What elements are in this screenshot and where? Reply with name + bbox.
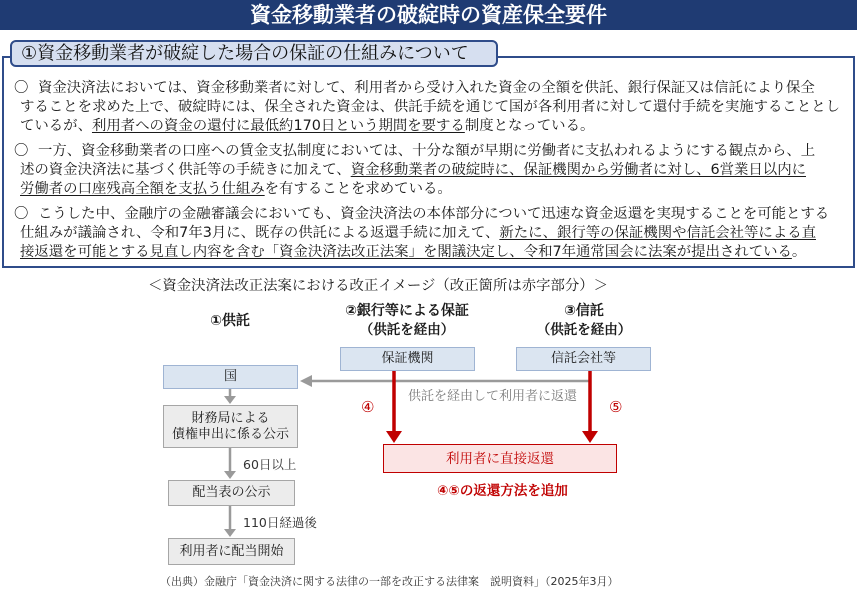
text-segment: 一方、資金移動業者の口座への賃金支払制度においては、十分な額が早期に労働者に支払われるようにする観点から、上 [38,143,816,159]
node-label-line-1: 財務局による [191,410,270,426]
column-subheading-trust: （供託を経由） [536,322,632,338]
text-segment: 資金決済法においては、資金移動業者に対して、利用者から受け入れた資金の全額を供託、銀行保証又は信託により保全 [38,80,815,96]
node-label-line-2: 債権申出に係る公示 [171,426,289,442]
title-bar [0,0,857,30]
step-110-days-label: 110日経過後 [243,515,317,530]
node-trust-company [516,347,651,371]
bullet-2-line-2 [20,161,806,180]
text-segment: 制度となっている。 [464,118,595,134]
bullet-3-line-1 [38,205,829,224]
text-segment: 仕組みが議論され、令和7年3月に、既存の供託による返還手続に加えて、 [20,225,500,241]
slide-title: 資金移動業者の破綻時の資産保全要件 [250,3,607,27]
bullet-marker: 〇 [14,143,29,159]
underlined-text: 労働者の口座残高全額を支払う仕組み [20,181,265,197]
node-state [163,365,298,389]
trust-direct-return-arrow [582,371,598,443]
bullet-2-line-1 [38,142,815,161]
column-heading-bank-guarantee: ②銀行等による保証 [345,303,469,319]
via-deposit-arrow [300,375,590,387]
arrowhead [224,396,236,404]
arrowhead [224,529,236,537]
table-to-payout-arrow [224,506,236,537]
node-label: 配当表の公示 [192,485,271,500]
arrowhead [224,471,236,479]
bureau-to-table-arrow [224,448,236,479]
arrowhead [582,431,598,443]
node-label: 信託会社等 [550,351,616,366]
underlined-text: 資金移動業者の破綻時に、保証機関から労働者に対し、6営業日以内に [350,162,806,178]
text-segment: 述の資金決済法に基づく供託等の手続きに加えて、 [20,162,351,178]
underlined-text: 新たに、銀行等の保証機関や信託会社等による直 [499,225,816,241]
arrowhead [386,431,402,443]
text-segment: こうした中、金融庁の金融審議会においても、資金決済法の本体部分について迅速な資金返還を実現することを可能とする [38,206,830,222]
step-60-days-label: 60日以上 [243,457,297,472]
underlined-text: 接返還を可能とする見直し内容を含む「資金決済法改正法案」を閣議決定し、令和7年通常国会に法案が提出されている [20,244,792,260]
text-segment: 。 [791,244,807,260]
column-subheading-bank-guarantee: （供託を経由） [359,322,455,338]
underlined-text: 利用者への資金の還付に最低約170日という期間を要する [91,118,465,134]
added-method-note: ④⑤の返還方法を追加 [437,483,568,499]
source-footer: （出典）金融庁「資金決済に関する法律の一部を改正する法律案 説明資料」（2025年3月） [160,575,619,588]
bullet-marker: 〇 [14,80,29,96]
route-4-label: ④ [361,398,375,416]
guarantee-direct-return-arrow [386,371,402,443]
text-segment: を有することを求めている。 [264,181,452,197]
route-5-label: ⑤ [609,398,623,416]
node-guarantee-institution [340,347,475,371]
state-to-bureau-arrow [224,389,236,404]
node-label: 国 [223,369,237,384]
diagram-caption: ＜資金決済法改正法案における改正イメージ（改正箇所は赤字部分）＞ [148,278,609,294]
text-segment: ているが、 [20,118,92,134]
bullet-1-line-2 [20,98,840,117]
bullet-1-line-3 [20,117,594,136]
section-label: ①資金移動業者が破綻した場合の保証の仕組みについて [10,40,498,67]
column-heading-deposit: ①供託 [210,313,250,329]
bullet-2-line-3 [20,180,452,199]
bullet-marker: 〇 [14,206,29,222]
bullet-1-line-1 [38,79,815,98]
node-distribution-table [168,480,295,506]
via-deposit-label: 供託を経由して利用者に返還 [408,389,578,404]
text-segment: することを求めた上で、破綻時には、保全された資金は、供託手続を通じて国が各利用者に対して還付手続を実施することとし [20,99,840,115]
arrowhead [300,375,312,387]
node-label: 利用者に直接返還 [446,450,554,467]
column-heading-trust: ③信託 [564,303,604,319]
node-label: 保証機関 [381,351,434,366]
bullet-3-line-2 [20,224,816,243]
node-direct-return [383,444,617,473]
node-finance-bureau [163,405,298,448]
node-label: 利用者に配当開始 [179,543,284,559]
node-distribution-start [168,538,295,565]
bullet-3-line-3 [20,243,806,262]
